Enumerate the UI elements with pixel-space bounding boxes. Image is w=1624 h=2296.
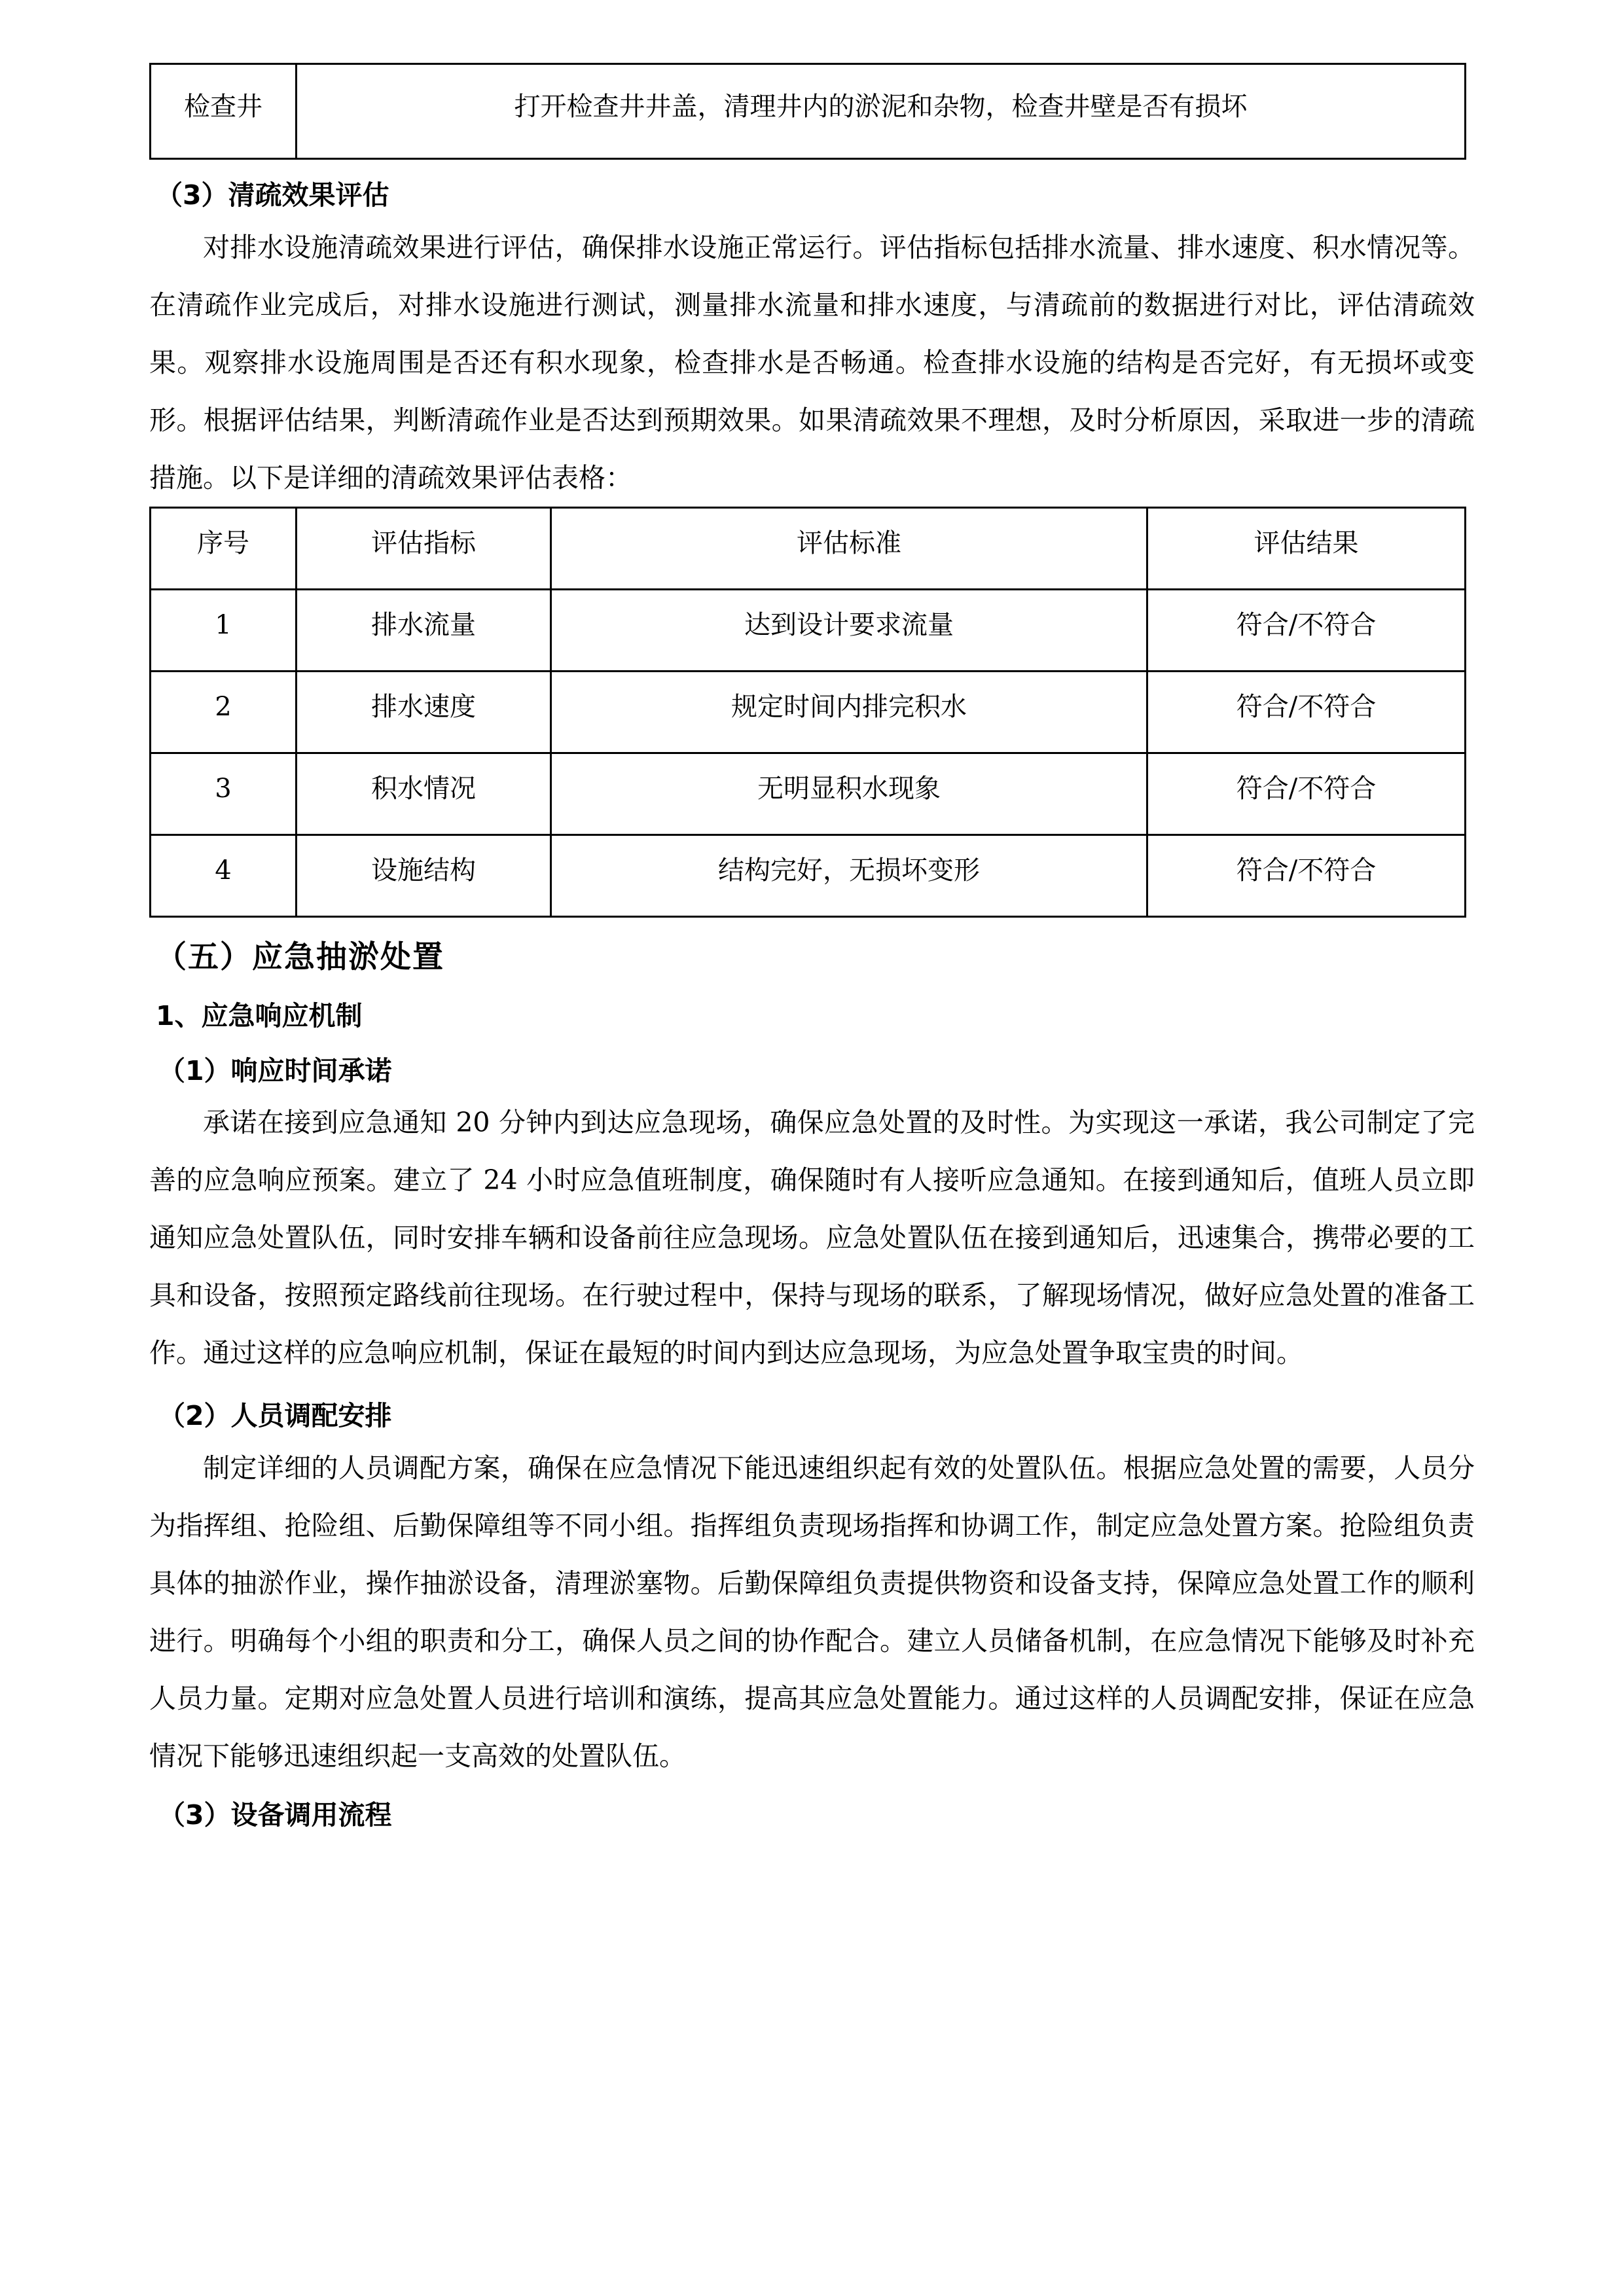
table-header-standard: 评估标准: [551, 507, 1147, 589]
table-cell-standard: 无明显积水现象: [551, 753, 1147, 834]
document-body: [149, 63, 1475, 1835]
paragraph-response-time-commitment: 承诺在接到应急通知 20 分钟内到达应急现场，确保应急处置的及时性。为实现这一承诺，我公司制定了完善的应急响应预案。建立了 24 小时应急值班制度，确保随时有人接听应急通知。在接到通知后，值班人员立即通知应急处置队伍，同时安排车辆和设备前往应急现场。应急处置队伍在接到通知后，迅速集合，携带必要的工具和设备，按照预定路线前往现场。在行驶过程中，保持与现场的联系，了解现场情况，做好应急处置的准备工作。通过这样的应急响应机制，保证在最短的时间内到达应急现场，为应急处置争取宝贵的时间。: [149, 1107, 1475, 1369]
table-cell-standard: 结构完好，无损坏变形: [551, 834, 1147, 916]
table-header-index: 序号: [151, 507, 297, 589]
table-cell-indicator: 设施结构: [297, 834, 551, 916]
table-cell-standard: 达到设计要求流量: [551, 589, 1147, 671]
pipeline-cleaning-methods-table-continued: [149, 63, 1466, 160]
heading-emergency-sludge-pumping: （五）应急抽淤处置: [156, 939, 444, 975]
table-cell-indicator: 积水情况: [297, 753, 551, 834]
table-cell-indicator: 排水流量: [297, 589, 551, 671]
table-cell-standard: 规定时间内排完积水: [551, 671, 1147, 753]
table-cell-result: 符合/不符合: [1147, 834, 1466, 916]
table-header-row: [151, 507, 1466, 589]
table-cell-result: 符合/不符合: [1147, 753, 1466, 834]
table-cell-result: 符合/不符合: [1147, 671, 1466, 753]
table-cell-result: 符合/不符合: [1147, 589, 1466, 671]
heading-emergency-response-mechanism: 1、应急响应机制: [156, 1000, 363, 1031]
table-cell-method: 打开检查井井盖，清理井内的淤泥和杂物，检查井壁是否有损坏: [297, 64, 1466, 159]
paragraph-cleaning-effect-evaluation: 对排水设施清疏效果进行评估，确保排水设施正常运行。评估指标包括排水流量、排水速度、积水情况等。在清疏作业完成后，对排水设施进行测试，测量排水流量和排水速度，与清疏前的数据进行对比，评估清疏效果。观察排水设施周围是否还有积水现象，检查排水是否畅通。检查排水设施的结构是否完好，有无损坏或变形。根据评估结果，判断清疏作业是否达到预期效果。如果清疏效果不理想，及时分析原因，采取进一步的清疏措施。以下是详细的清疏效果评估表格：: [149, 231, 1475, 493]
cleaning-effect-evaluation-table: [149, 507, 1466, 918]
table-cell-index: 2: [151, 671, 297, 753]
table-cell-indicator: 排水速度: [297, 671, 551, 753]
heading-cleaning-effect-evaluation: （3）清疏效果评估: [156, 179, 389, 211]
table-cell-facility: 检查井: [151, 64, 297, 159]
heading-personnel-allocation: （2）人员调配安排: [158, 1400, 392, 1431]
heading-equipment-dispatch-process: （3）设备调用流程: [158, 1799, 392, 1831]
table-header-indicator: 评估指标: [297, 507, 551, 589]
table-header-result: 评估结果: [1147, 507, 1466, 589]
table-row: [151, 834, 1466, 916]
heading-response-time-commitment: （1）响应时间承诺: [158, 1054, 392, 1086]
table-cell-index: 1: [151, 589, 297, 671]
table-row: [151, 753, 1466, 834]
table-row: [151, 64, 1466, 159]
table-cell-index: 3: [151, 753, 297, 834]
table-cell-index: 4: [151, 834, 297, 916]
table-row: [151, 671, 1466, 753]
paragraph-personnel-allocation: 制定详细的人员调配方案，确保在应急情况下能迅速组织起有效的处置队伍。根据应急处置的需要，人员分为指挥组、抢险组、后勤保障组等不同小组。指挥组负责现场指挥和协调工作，制定应急处置方案。抢险组负责具体的抽淤作业，操作抽淤设备，清理淤塞物。后勤保障组负责提供物资和设备支持，保障应急处置工作的顺利进行。明确每个小组的职责和分工，确保人员之间的协作配合。建立人员储备机制，在应急情况下能够及时补充人员力量。定期对应急处置人员进行培训和演练，提高其应急处置能力。通过这样的人员调配安排，保证在应急情况下能够迅速组织起一支高效的处置队伍。: [149, 1452, 1475, 1772]
table-row: [151, 589, 1466, 671]
